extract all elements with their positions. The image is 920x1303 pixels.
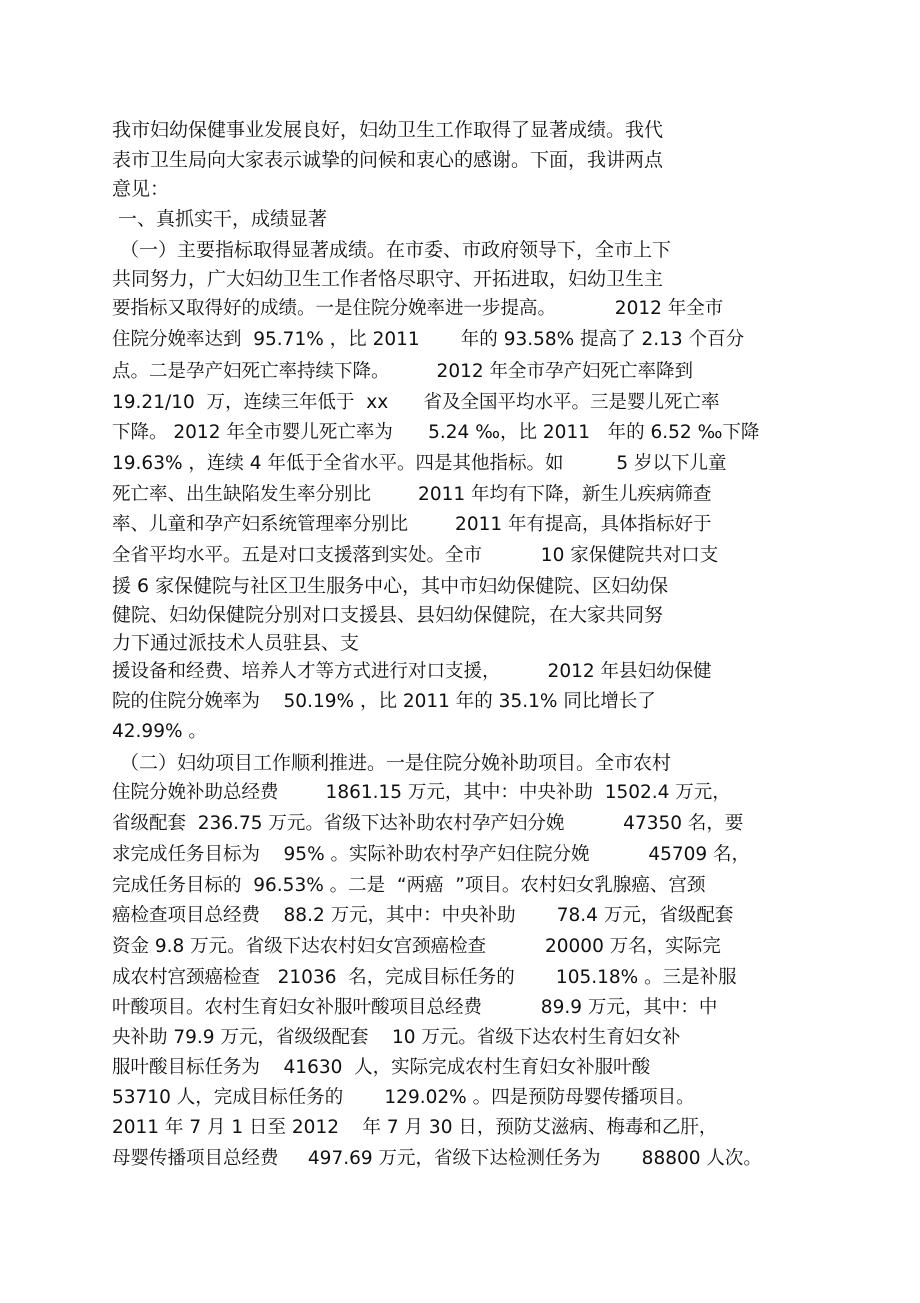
paragraph-line: 母婴传播项目总经费 497.69 万元，省级下达检测任务为 88800 人次。 [112, 1148, 762, 1169]
paragraph-line: 力下通过派技术人员驻县、支 [112, 632, 360, 654]
paragraph-line: 死亡率、出生缺陷发生率分别比 2011 年均有下降，新生儿疾病筛查 [112, 484, 712, 505]
paragraph-line: 19.63% ，连续 4 年低于全省水平。四是其他指标。如 5 岁以下儿童 [112, 453, 727, 474]
paragraph-line: 完成任务目标的 96.53% 。二是 “两癌 ”项目。农村妇女乳腺癌、宫颈 [112, 875, 706, 896]
paragraph-line: 援 6 家保健院与社区卫生服务中心，其中市妇幼保健院、区妇幼保 [112, 575, 669, 597]
paragraph-line: 援设备和经费、培养人才等方式进行对口支援， 2012 年县妇幼保健 [112, 661, 712, 682]
paragraph-line: 42.99% 。 [112, 721, 207, 742]
paragraph-line: 求完成任务目标为 95% 。实际补助农村孕产妇住院分娩 45709 名， [112, 844, 751, 865]
paragraph-line: 意见： [112, 178, 170, 200]
paragraph-line: 要指标又取得好的成绩。一是住院分娩率进一步提高。 2012 年全市 [112, 298, 724, 319]
paragraph-line: 健院、妇幼保健院分别对口支援县、县妇幼保健院，在大家共同努 [112, 604, 664, 626]
paragraph-line: 全省平均水平。五是对口支援落到实处。全市 10 家保健院共对口支 [112, 545, 719, 566]
paragraph-line: 央补助 79.9 万元，省级级配套 10 万元。省级下达农村生育妇女补 [112, 1027, 681, 1048]
paragraph-line: 下降。 2012 年全市婴儿死亡率为 5.24 ‰，比 2011 年的 6.52 ‰下降 [112, 422, 760, 443]
paragraph-line: 表市卫生局向大家表示诚挚的问候和衷心的感谢。下面，我讲两点 [112, 149, 664, 171]
paragraph-line: 省级配套 236.75 万元。省级下达补助农村孕产妇分娩 47350 名，要 [112, 813, 744, 834]
paragraph-line: 我市妇幼保健事业发展良好，妇幼卫生工作取得了显著成绩。我代 [112, 119, 664, 141]
paragraph-line: 点。二是孕产妇死亡率持续下降。 2012 年全市孕产妇死亡率降到 [112, 361, 694, 382]
paragraph-line: 53710 人，完成目标任务的 129.02% 。四是预防母婴传播项目。 [112, 1087, 695, 1108]
paragraph-line: 资金 9.8 万元。省级下达农村妇女宫颈癌检查 20000 万名，实际完 [112, 936, 721, 957]
paragraph-line: 服叶酸目标任务为 41630 人，实际完成农村生育妇女补服叶酸 [112, 1057, 651, 1078]
paragraph-line: 19.21/10 万，连续三年低于 xx 省及全国平均水平。三是婴儿死亡率 [112, 392, 720, 413]
paragraph-line: 叶酸项目。农村生育妇女补服叶酸项目总经费 89.9 万元，其中：中 [112, 997, 718, 1018]
subsection-heading: （一）主要指标取得显著成绩。在市委、市政府领导下，全市上下 [120, 239, 672, 261]
paragraph-line: 2011 年 7 月 1 日至 2012 年 7 月 30 日，预防艾滋病、梅毒和乙肝， [112, 1117, 718, 1138]
paragraph-line: 住院分娩率达到 95.71% ，比 2011 年的 93.58% 提高了 2.13 个百分 [112, 329, 745, 350]
paragraph-line: 癌检查项目总经费 88.2 万元，其中：中央补助 78.4 万元，省级配套 [112, 905, 734, 926]
paragraph-line: 院的住院分娩率为 50.19% ，比 2011 年的 35.1% 同比增长了 [112, 691, 656, 712]
paragraph-line: 共同努力，广大妇幼卫生工作者恪尽职守、开拓进取，妇幼卫生主 [112, 268, 664, 290]
paragraph-line: 率、儿童和孕产妇系统管理率分别比 2011 年有提高，具体指标好于 [112, 514, 712, 535]
paragraph-line: 住院分娩补助总经费 1861.15 万元，其中：中央补助 1502.4 万元， [112, 782, 731, 803]
subsection-heading: （二）妇幼项目工作顺利推进。一是住院分娩补助项目。全市农村 [120, 752, 672, 774]
paragraph-line: 成农村宫颈癌检查 21036 名，完成目标任务的 105.18% 。三是补服 [112, 967, 737, 988]
section-heading: 一、真抓实干，成绩显著 [112, 208, 328, 230]
